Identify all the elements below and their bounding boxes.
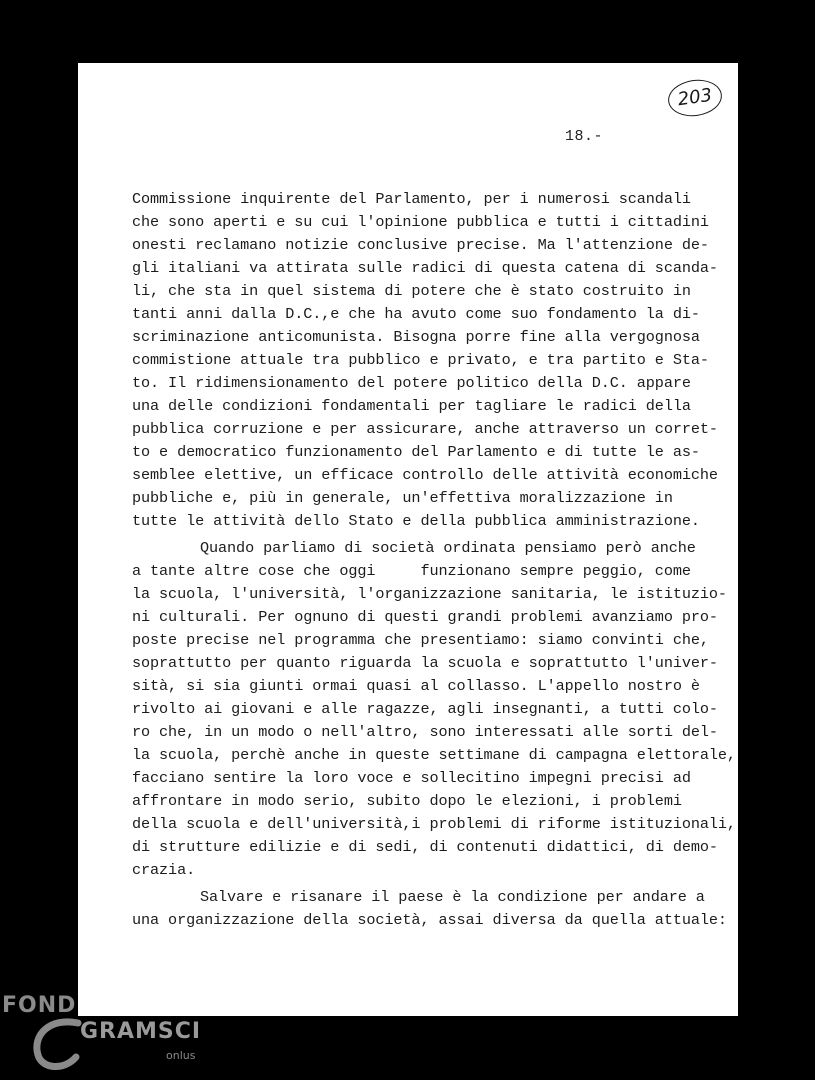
text-line: facciano sentire la loro voce e sollecitino impegni precisi ad <box>132 769 691 787</box>
text-line: pubbliche e, più in generale, un'effettiva moralizzazione in <box>132 489 673 507</box>
text-line: affrontare in modo serio, subito dopo le elezioni, i problemi <box>132 792 682 810</box>
watermark-gramsci-text: GRAMSCI <box>80 1019 202 1044</box>
text-line: della scuola e dell'università,i problemi di riforme istituzionali, <box>132 815 736 833</box>
text-line: semblee elettive, un efficace controllo delle attività economiche <box>132 466 718 484</box>
archive-number-stamp: 203 <box>666 76 724 119</box>
text-line: una organizzazione della società, assai diversa da quella attuale: <box>132 911 727 929</box>
text-line: una delle condizioni fondamentali per tagliare le radici della <box>132 397 691 415</box>
text-line: pubblica corruzione e per assicurare, anche attraverso un corret- <box>132 420 718 438</box>
text-line: commistione attuale tra pubblico e privato, e tra partito e Sta- <box>132 351 709 369</box>
text-line: soprattutto per quanto riguarda la scuola e soprattutto l'univer- <box>132 654 718 672</box>
text-line: Commissione inquirente del Parlamento, per i numerosi scandali <box>132 190 691 208</box>
text-line: tutte le attività dello Stato e della pubblica amministrazione. <box>132 512 700 530</box>
text-line: onesti reclamano notizie conclusive precise. Ma l'attenzione de- <box>132 236 709 254</box>
watermark-fond-text: FOND <box>2 993 77 1018</box>
watermark-onlus-text: onlus <box>166 1049 196 1062</box>
text-line: la scuola, perchè anche in queste settimane di campagna elettorale, <box>132 746 736 764</box>
text-line: poste precise nel programma che presentiamo: siamo convinti che, <box>132 631 709 649</box>
text-line: gli italiani va attirata sulle radici di questa catena di scanda- <box>132 259 718 277</box>
text-line: che sono aperti e su cui l'opinione pubblica e tutti i cittadini <box>132 213 709 231</box>
text-line: di strutture edilizie e di sedi, di contenuti didattici, di demo- <box>132 838 718 856</box>
text-line: li, che sta in quel sistema di potere che è stato costruito in <box>132 282 691 300</box>
body-text <box>132 188 736 932</box>
fondazione-gramsci-watermark <box>0 985 220 1080</box>
text-line: la scuola, l'università, l'organizzazione sanitaria, le istituzio- <box>132 585 727 603</box>
paragraph-start-line: Salvare e risanare il paese è la condizione per andare a <box>200 888 705 906</box>
text-line: to e democratico funzionamento del Parlamento e di tutte le as- <box>132 443 700 461</box>
text-line: sità, si sia giunti ormai quasi al collasso. L'appello nostro è <box>132 677 700 695</box>
text-line: rivolto ai giovani e alle ragazze, agli insegnanti, a tutti colo- <box>132 700 718 718</box>
page-number: 18.- <box>565 128 604 145</box>
text-line: to. Il ridimensionamento del potere politico della D.C. appare <box>132 374 691 392</box>
text-line: ni culturali. Per ognuno di questi grandi problemi avanziamo pro- <box>132 608 718 626</box>
text-line: ro che, in un modo o nell'altro, sono interessati alle sorti del- <box>132 723 718 741</box>
text-line: tanti anni dalla D.C.,e che ha avuto come suo fondamento la di- <box>132 305 700 323</box>
text-line: a tante altre cose che oggi funzionano sempre peggio, come <box>132 562 691 580</box>
text-line: crazia. <box>132 861 196 879</box>
text-line: scriminazione anticomunista. Bisogna porre fine alla vergognosa <box>132 328 700 346</box>
paragraph-start-line: Quando parliamo di società ordinata pensiamo però anche <box>200 539 696 557</box>
